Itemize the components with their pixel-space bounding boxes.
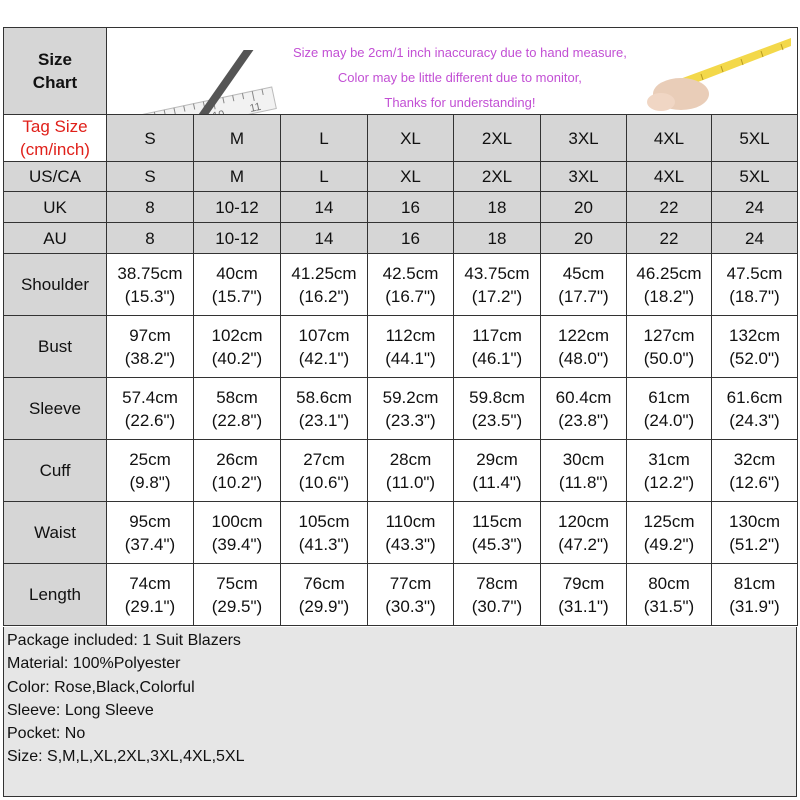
cm-value: 45cm (562, 263, 605, 283)
measurement-cell (712, 564, 798, 626)
measurement-cell (281, 378, 368, 440)
region-label: AU (4, 223, 107, 254)
size-header-cell: M (194, 115, 281, 162)
region-size-row (4, 162, 798, 192)
inch-value: (11.4") (472, 472, 522, 492)
cm-value: 59.8cm (469, 387, 525, 407)
cm-value: 132cm (728, 325, 781, 345)
inch-value: (12.2") (643, 472, 695, 492)
measurement-cell (368, 378, 454, 440)
measurement-cell (368, 564, 454, 626)
region-size-cell: 24 (712, 192, 798, 223)
cm-value: 27cm (303, 449, 345, 469)
inch-value: (39.4") (211, 534, 263, 554)
inch-value: (30.3") (385, 596, 436, 616)
measurement-cell (454, 564, 541, 626)
product-details-footer (3, 627, 797, 797)
cm-value: 127cm (643, 325, 695, 345)
measurement-cell (281, 440, 368, 502)
inch-value: (18.7") (729, 286, 780, 306)
cm-value: 78cm (476, 573, 518, 593)
inch-value: (50.0") (643, 348, 695, 368)
inch-value: (23.5") (471, 410, 523, 430)
inch-value: (31.9") (729, 596, 780, 616)
region-size-cell: 20 (541, 223, 627, 254)
measurement-cell (454, 254, 541, 316)
region-size-cell: 4XL (627, 162, 712, 192)
measurement-row (4, 378, 798, 440)
ruler-number-11: 11 (248, 100, 263, 115)
measurement-cell (627, 440, 712, 502)
region-size-cell: 18 (454, 192, 541, 223)
region-size-cell: 14 (281, 192, 368, 223)
detail-line: Color: Rose,Black,Colorful (7, 678, 195, 696)
measurement-cell (368, 440, 454, 502)
region-size-cell: 22 (627, 192, 712, 223)
size-header-cell: 5XL (712, 115, 798, 162)
measurement-cell (281, 316, 368, 378)
measurement-cell (281, 254, 368, 316)
measurement-cell (712, 502, 798, 564)
measurement-cell (194, 502, 281, 564)
region-size-cell: 16 (368, 223, 454, 254)
notice-banner (107, 28, 798, 115)
region-size-cell: 10-12 (194, 223, 281, 254)
inch-value: (44.1") (385, 348, 436, 368)
measurement-cell (627, 564, 712, 626)
measurement-row (4, 564, 798, 626)
measurement-cell (281, 502, 368, 564)
cm-value: 26cm (216, 449, 258, 469)
size-header-cell: S (107, 115, 194, 162)
measurement-cell (541, 254, 627, 316)
note-line: Color may be little different due to monitor, (337, 70, 582, 85)
cm-value: 57.4cm (122, 387, 178, 407)
inch-value: (31.1") (558, 596, 609, 616)
region-size-cell: 2XL (454, 162, 541, 192)
region-size-cell: 14 (281, 223, 368, 254)
cm-value: 122cm (557, 325, 610, 345)
size-chart-table (3, 27, 798, 626)
cm-value: 61.6cm (726, 387, 783, 407)
cm-value: 77cm (389, 573, 432, 593)
inch-value: (29.9") (298, 596, 350, 616)
title-line-2: Chart (32, 73, 78, 92)
inch-value: (11.8") (558, 472, 609, 492)
measurement-label: Bust (4, 316, 107, 378)
measurement-row (4, 316, 798, 378)
inch-value: (45.3") (471, 534, 523, 554)
cm-value: 29cm (476, 449, 518, 469)
inch-value: (17.7") (558, 286, 609, 306)
cm-value: 32cm (733, 449, 776, 469)
region-label: UK (4, 192, 107, 223)
cm-value: 81cm (733, 573, 776, 593)
measurement-row (4, 440, 798, 502)
inch-value: (51.2") (729, 534, 780, 554)
inch-value: (41.3") (298, 534, 350, 554)
region-size-cell: 10-12 (194, 192, 281, 223)
detail-line: Sleeve: Long Sleeve (7, 701, 154, 719)
cm-value: 28cm (389, 449, 432, 469)
measurement-label: Cuff (4, 440, 107, 502)
cm-value: 31cm (648, 449, 690, 469)
cm-value: 97cm (129, 325, 171, 345)
inch-value: (15.7") (211, 286, 263, 306)
measurement-cell (627, 254, 712, 316)
size-header-cell: 3XL (541, 115, 627, 162)
measurement-row (4, 502, 798, 564)
inch-value: (10.2") (211, 472, 263, 492)
tag-size-line-2: (cm/inch) (20, 140, 90, 159)
inch-value: (24.0") (643, 410, 695, 430)
measurement-cell (107, 502, 194, 564)
measurement-cell (541, 316, 627, 378)
cm-value: 110cm (385, 511, 436, 531)
cm-value: 40cm (216, 263, 258, 283)
inch-value: (16.7") (385, 286, 436, 306)
measurement-cell (194, 316, 281, 378)
measurement-cell (368, 254, 454, 316)
cm-value: 100cm (211, 511, 263, 531)
cm-value: 46.25cm (636, 263, 702, 283)
cm-value: 112cm (385, 325, 436, 345)
detail-line: Pocket: No (7, 725, 86, 743)
inch-value: (37.4") (124, 534, 176, 554)
region-size-cell: 22 (627, 223, 712, 254)
inch-value: (12.6") (729, 472, 780, 492)
measurement-cell (541, 502, 627, 564)
cm-value: 120cm (557, 511, 610, 531)
inch-value: (10.6") (298, 472, 350, 492)
cm-value: 74cm (129, 573, 171, 593)
measurement-cell (194, 378, 281, 440)
measurement-cell (627, 378, 712, 440)
inch-value: (29.1") (124, 596, 176, 616)
ruler-pencil-icon (117, 50, 287, 114)
region-size-cell: 20 (541, 192, 627, 223)
inch-value: (49.2") (643, 534, 695, 554)
measurement-cell (368, 502, 454, 564)
region-size-cell: L (281, 162, 368, 192)
region-label: US/CA (4, 162, 107, 192)
cm-value: 125cm (643, 511, 695, 531)
measurement-cell (107, 440, 194, 502)
region-size-cell: 18 (454, 223, 541, 254)
measurement-cell (281, 564, 368, 626)
inch-value: (38.2") (124, 348, 176, 368)
inch-value: (22.8") (211, 410, 263, 430)
measurement-cell (712, 316, 798, 378)
note-line: Size may be 2cm/1 inch inaccuracy due to hand measure, (293, 45, 627, 60)
measurement-cell (454, 378, 541, 440)
cm-value: 43.75cm (464, 263, 530, 283)
region-size-cell: S (107, 162, 194, 192)
cm-value: 41.25cm (291, 263, 357, 283)
cm-value: 102cm (211, 325, 263, 345)
size-header-cell: XL (368, 115, 454, 162)
region-size-cell: 5XL (712, 162, 798, 192)
inch-value: (48.0") (558, 348, 609, 368)
inch-value: (23.3") (385, 410, 436, 430)
inch-value: (16.2") (298, 286, 350, 306)
measurement-row (4, 254, 798, 316)
measurement-label: Waist (4, 502, 107, 564)
inch-value: (24.3") (729, 410, 780, 430)
region-size-cell: 16 (368, 192, 454, 223)
detail-line: Material: 100%Polyester (7, 655, 181, 673)
cm-value: 80cm (648, 573, 690, 593)
cm-value: 130cm (728, 511, 781, 531)
region-size-cell: XL (368, 162, 454, 192)
measurement-cell (541, 378, 627, 440)
region-size-row (4, 223, 798, 254)
inch-value: (9.8") (129, 472, 171, 492)
inch-value: (46.1") (471, 348, 523, 368)
notes-block (293, 40, 627, 114)
inch-value: (52.0") (729, 348, 780, 368)
inch-value: (23.8") (558, 410, 609, 430)
cm-value: 105cm (298, 511, 350, 531)
measurement-label: Shoulder (4, 254, 107, 316)
inch-value: (17.2") (471, 286, 523, 306)
measurement-cell (194, 440, 281, 502)
inch-value: (40.2") (211, 348, 263, 368)
tag-size-line-1: Tag Size (22, 117, 88, 136)
cm-value: 47.5cm (726, 263, 783, 283)
cm-value: 117cm (472, 325, 522, 345)
inch-value: (18.2") (643, 286, 695, 306)
hand-tape-measure-icon (641, 36, 791, 114)
note-line: Thanks for understanding! (384, 95, 536, 110)
cm-value: 60.4cm (555, 387, 612, 407)
measurement-cell (541, 440, 627, 502)
measurement-cell (712, 378, 798, 440)
size-header-cell: L (281, 115, 368, 162)
measurement-cell (712, 440, 798, 502)
cm-value: 61cm (648, 387, 690, 407)
size-header-cell: 2XL (454, 115, 541, 162)
cm-value: 58.6cm (296, 387, 352, 407)
size-header-cell: 4XL (627, 115, 712, 162)
size-chart-title (4, 28, 107, 115)
measurement-label: Length (4, 564, 107, 626)
inch-value: (22.6") (124, 410, 176, 430)
cm-value: 38.75cm (117, 263, 183, 283)
detail-line: Size: S,M,L,XL,2XL,3XL,4XL,5XL (7, 748, 245, 766)
measurement-cell (454, 316, 541, 378)
cm-value: 42.5cm (382, 263, 439, 283)
inch-value: (11.0") (385, 472, 436, 492)
measurement-cell (627, 316, 712, 378)
region-size-cell: 24 (712, 223, 798, 254)
measurement-cell (194, 564, 281, 626)
measurement-cell (712, 254, 798, 316)
tag-size-label (4, 115, 107, 162)
region-size-cell: 8 (107, 192, 194, 223)
inch-value: (30.7") (471, 596, 523, 616)
measurement-label: Sleeve (4, 378, 107, 440)
inch-value: (23.1") (298, 410, 350, 430)
inch-value: (47.2") (558, 534, 609, 554)
region-size-cell: 8 (107, 223, 194, 254)
measurement-cell (541, 564, 627, 626)
cm-value: 76cm (303, 573, 345, 593)
inch-value: (42.1") (298, 348, 350, 368)
inch-value: (31.5") (643, 596, 695, 616)
measurement-cell (454, 440, 541, 502)
measurement-cell (627, 502, 712, 564)
region-size-cell: M (194, 162, 281, 192)
cm-value: 75cm (216, 573, 258, 593)
measurement-cell (107, 254, 194, 316)
cm-value: 79cm (562, 573, 605, 593)
region-size-row (4, 192, 798, 223)
inch-value: (43.3") (385, 534, 436, 554)
detail-line: Package included: 1 Suit Blazers (7, 632, 241, 649)
measurement-cell (107, 378, 194, 440)
cm-value: 115cm (472, 511, 522, 531)
region-size-cell: 3XL (541, 162, 627, 192)
cm-value: 30cm (562, 449, 605, 469)
title-line-1: Size (37, 50, 73, 69)
measurement-cell (454, 502, 541, 564)
measurement-cell (368, 316, 454, 378)
inch-value: (15.3") (124, 286, 176, 306)
cm-value: 107cm (298, 325, 350, 345)
measurement-cell (107, 316, 194, 378)
cm-value: 59.2cm (382, 387, 439, 407)
measurement-cell (107, 564, 194, 626)
cm-value: 25cm (129, 449, 171, 469)
cm-value: 95cm (129, 511, 171, 531)
cm-value: 58cm (216, 387, 258, 407)
measurement-cell (194, 254, 281, 316)
inch-value: (29.5") (211, 596, 263, 616)
